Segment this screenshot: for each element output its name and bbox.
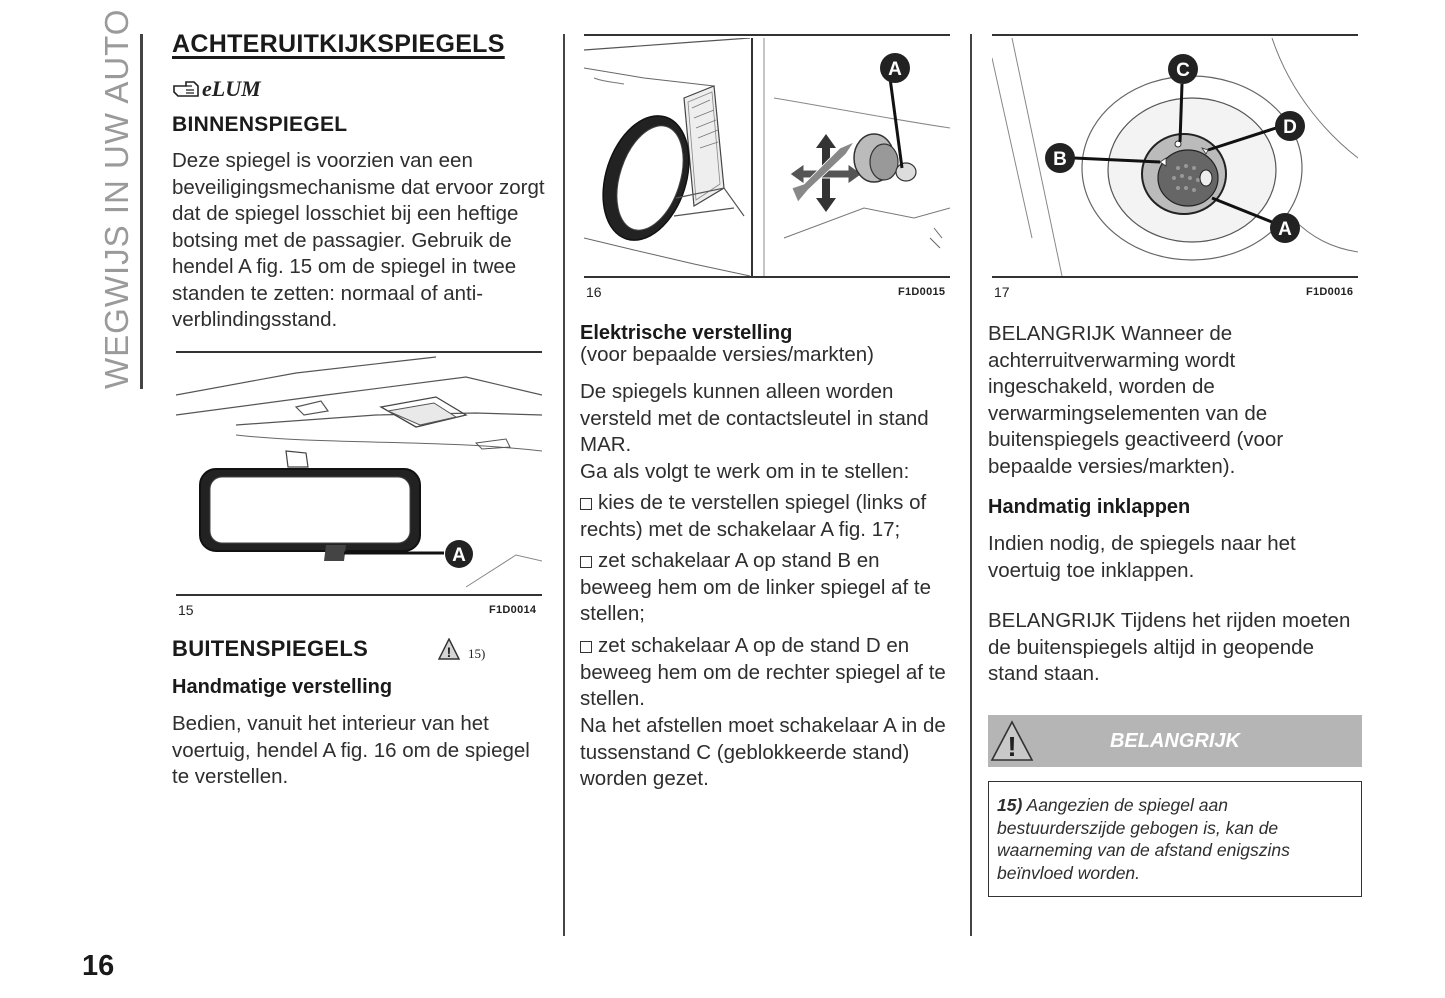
handmatige-verstelling-title: Handmatige verstelling <box>172 676 393 698</box>
handmatige-verstelling-text: Bedien, vanuit het interieur van het voertuig, hendel A fig. 16 om de spiegel te verstellen. <box>172 712 530 788</box>
elec-bullet-3 <box>580 633 955 713</box>
svg-text:!: ! <box>1007 731 1017 762</box>
fig15-number: 15 <box>178 602 194 618</box>
elec-bullet-2-text: zet schakelaar A op stand B en beweeg hem om de linker spiegel af te stellen; <box>580 549 931 625</box>
binnenspiegel-text: Deze spiegel is voorzien van een beveiligingsmechanisme dat ervoor zorgt dat de spiegel losschiet bij een heftige botsing met de passagier. Gebruik de hendel A fig. 15 om de spiegel in twee standen te zetten: normaal of anti-verblindingsstand. <box>172 149 545 331</box>
warning-banner <box>988 715 1362 767</box>
bullet-box-icon <box>580 556 592 568</box>
bullet-box-icon <box>580 641 592 653</box>
fig17-label-a: A <box>1278 219 1292 240</box>
elum-label: eLUM <box>202 76 261 101</box>
fig17-top-rule <box>992 34 1358 36</box>
elektrische-verstelling-title: Elektrische verstelling <box>580 322 793 344</box>
fig17-mirror-switch-illustration <box>992 38 1358 276</box>
fig17-bottom-rule <box>992 276 1358 278</box>
belangrijk-para-2: BELANGRIJK Tijdens het rijden moeten de buitenspiegels altijd in geopende stand staan. <box>988 609 1351 685</box>
warning-note-box <box>988 781 1362 897</box>
section-title: ACHTERUITKIJKSPIEGELS <box>172 30 505 58</box>
elec-bullet-2 <box>580 548 955 628</box>
page-number: 16 <box>82 950 115 982</box>
fig16-top-rule <box>584 34 950 36</box>
bullet-box-icon <box>580 498 592 510</box>
binnenspiegel-title: BINNENSPIEGEL <box>172 113 348 136</box>
fig17-label-c: C <box>1176 60 1190 81</box>
fig17-number: 17 <box>994 284 1010 300</box>
column-divider-2 <box>970 34 972 936</box>
fig17-code: F1D0016 <box>1306 286 1354 298</box>
fig15-top-rule <box>176 351 542 353</box>
pointing-hand-icon <box>172 76 200 102</box>
fig15-interior-mirror-illustration <box>176 355 542 593</box>
column-divider-1 <box>563 34 565 936</box>
fig15-code: F1D0014 <box>489 604 537 616</box>
fig16-number: 16 <box>586 284 602 300</box>
elec-bullet-1 <box>580 490 955 543</box>
belangrijk-para-1: BELANGRIJK Wanneer de achterruitverwarming wordt ingeschakeld, worden de verwarmingselementen van de buitenspiegels geactiveerd (voor bepaalde versies/markten). <box>988 322 1284 478</box>
fig16-adjust-arrows <box>790 134 862 212</box>
svg-text:!: ! <box>446 644 452 660</box>
warning-title: BELANGRIJK <box>1109 730 1240 752</box>
elec-para-1: De spiegels kunnen alleen worden versteld met de contactsleutel in stand MAR. <box>580 380 929 456</box>
note-text: Aangezien de spiegel aan bestuurderszijde gebogen is, kan de waarneming van de afstand enigszins beïnvloed worden. <box>997 795 1290 883</box>
buitenspiegels-heading <box>172 636 552 666</box>
handmatig-inklappen-title: Handmatig inklappen <box>988 496 1191 518</box>
fig15-label-a: A <box>452 545 466 566</box>
warning-triangle-icon <box>438 638 460 660</box>
fig16-exterior-mirror-illustration <box>584 38 950 276</box>
elum-badge <box>172 74 261 104</box>
note-number: 15) <box>997 795 1023 815</box>
fig17-label-b: B <box>1053 149 1067 170</box>
fig16-label-a: A <box>888 59 902 80</box>
elec-bullet-3-text: zet schakelaar A op de stand D en beweeg hem om de rechter spiegel af te stellen. <box>580 634 946 710</box>
elec-para-2: Ga als volgt te werk om in te stellen: <box>580 460 910 483</box>
fig16-bottom-rule <box>584 276 950 278</box>
buitenspiegels-ref: 15) <box>468 646 486 661</box>
side-section-title: WEGWIJS IN UW AUTO <box>98 8 135 389</box>
elektrische-verstelling-note: (voor bepaalde versies/markten) <box>580 343 874 366</box>
fig16-code: F1D0015 <box>898 286 946 298</box>
side-rule <box>140 34 143 389</box>
elec-para-3: Na het afstellen moet schakelaar A in de tussenstand C (geblokkeerde stand) worden gezet. <box>580 714 946 790</box>
buitenspiegels-title: BUITENSPIEGELS <box>172 636 369 661</box>
fig17-label-d: D <box>1283 117 1297 138</box>
fig15-bottom-rule <box>176 594 542 596</box>
elec-bullet-1-text: kies de te verstellen spiegel (links of rechts) met de schakelaar A fig. 17; <box>580 491 927 541</box>
handmatig-inklappen-text: Indien nodig, de spiegels naar het voertuig toe inklappen. <box>988 532 1296 582</box>
